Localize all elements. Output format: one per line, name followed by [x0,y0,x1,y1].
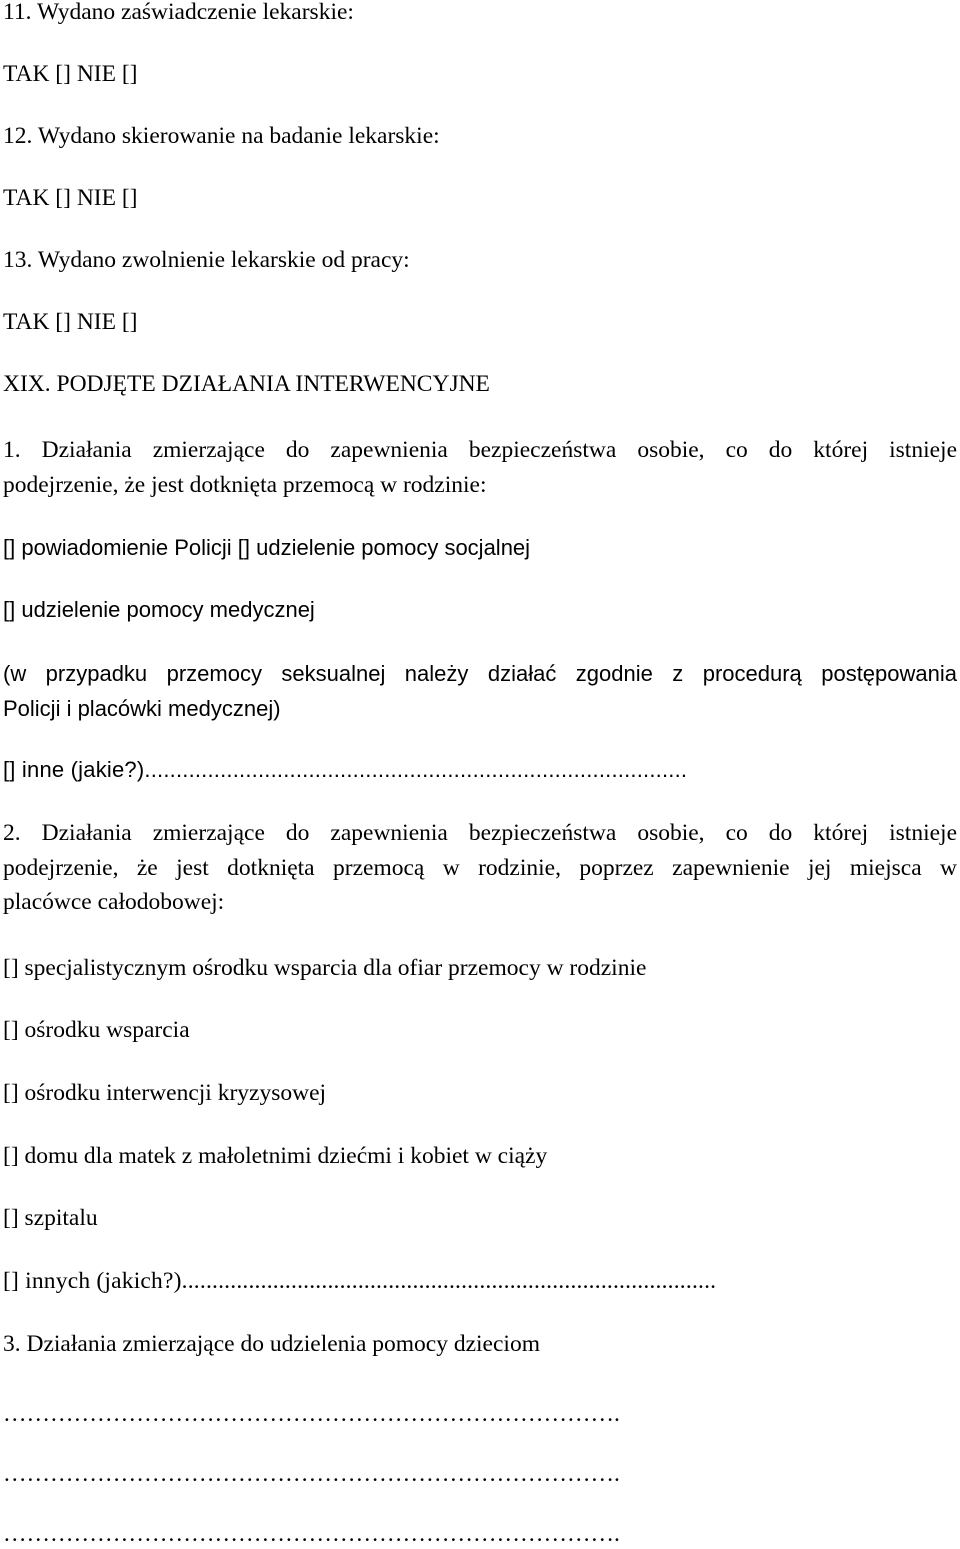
question-13-answer[interactable]: TAK [] NIE [] [3,309,138,335]
action-2-option-support-center[interactable]: [] ośrodku wsparcia [3,1017,190,1043]
action-2-option-hospital[interactable]: [] szpitalu [3,1205,98,1231]
action-2-text-line-2: podejrzenie, że jest dotknięta przemocą w rodzinie, poprzez zapewnienie jej miejsca w [3,854,957,881]
action-1-other-option[interactable]: [] inne (jakie?)...................................................................................... [3,757,688,782]
action-3-label: 3. Działania zmierzające do udzielenia pomocy dzieciom [3,1331,540,1357]
action-2-option-mothers-home[interactable]: [] domu dla matek z małoletnimi dziećmi i kobiet w ciąży [3,1143,548,1169]
action-2-option-other[interactable]: [] innych (jakich?)........................................................................................ [3,1268,717,1294]
question-11-answer[interactable]: TAK [] NIE [] [3,61,138,87]
question-11-label: 11. Wydano zaświadczenie lekarskie: [3,0,354,25]
action-2-option-specialist-center[interactable]: [] specjalistycznym ośrodku wsparcia dla ofiar przemocy w rodzinie [3,955,647,981]
blank-fill-line[interactable]: ……………………………………………………………………. [3,1461,620,1487]
action-1-options-row-1[interactable]: [] powiadomienie Policji [] udzielenie pomocy socjalnej [3,535,531,560]
action-1-note-line-2: Policji i placówki medycznej) [3,695,281,721]
action-1-note [3,657,957,726]
blank-fill-line[interactable]: ……………………………………………………………………. [3,1401,620,1427]
action-2-text-line-3: placówce całodobowej: [3,889,225,915]
question-13-label: 13. Wydano zwolnienie lekarskie od pracy: [3,247,410,273]
question-12-answer[interactable]: TAK [] NIE [] [3,185,138,211]
action-1-description [3,433,957,502]
action-2-description [3,816,957,920]
action-1-note-line-1: (w przypadku przemocy seksualnej należy działać zgodnie z procedurą postępowania [3,661,957,686]
action-1-text-line-2: podejrzenie, że jest dotknięta przemocą w rodzinie: [3,471,487,498]
question-12-label: 12. Wydano skierowanie na badanie lekarskie: [3,123,440,149]
blank-fill-line[interactable]: ……………………………………………………………………. [3,1521,620,1547]
action-2-option-crisis-center[interactable]: [] ośrodku interwencji kryzysowej [3,1080,327,1106]
section-heading: XIX. PODJĘTE DZIAŁANIA INTERWENCYJNE [3,371,490,397]
action-2-text-line-1: 2. Działania zmierzające do zapewnienia bezpieczeństwa osobie, co do której istnieje [3,820,957,846]
action-1-text-line-1: 1. Działania zmierzające do zapewnienia bezpieczeństwa osobie, co do której istnieje [3,437,957,463]
action-1-options-row-2[interactable]: [] udzielenie pomocy medycznej [3,597,315,622]
